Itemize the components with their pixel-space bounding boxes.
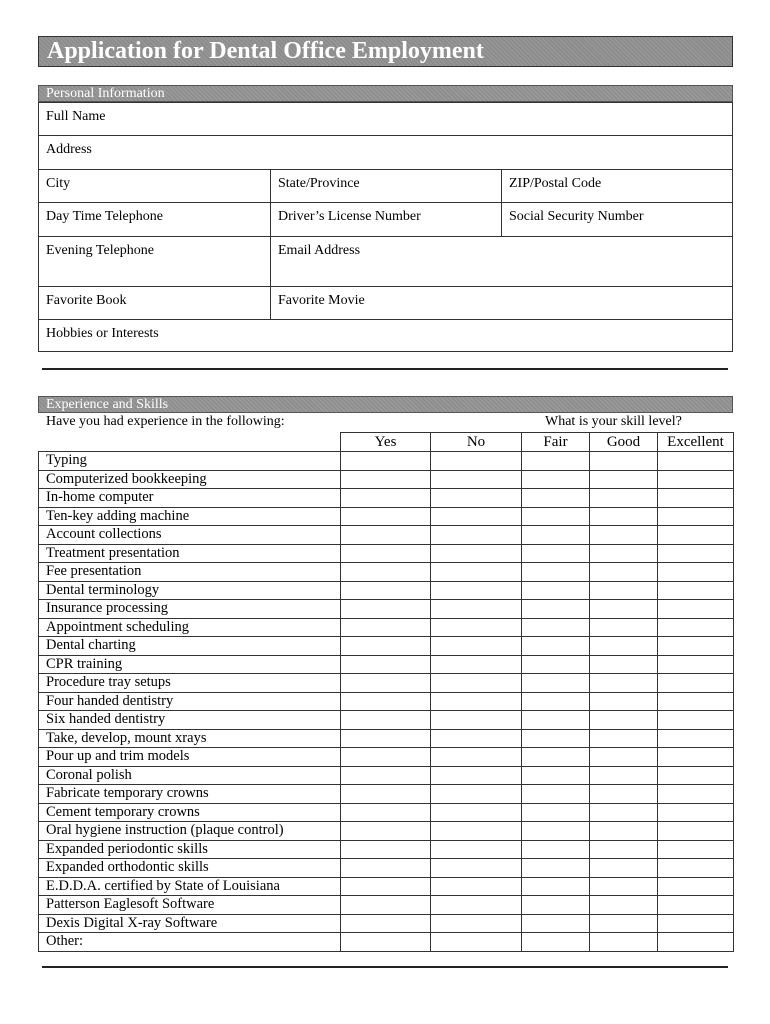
skill-label: Cement temporary crowns	[39, 803, 341, 822]
good-checkbox-cell[interactable]	[590, 489, 658, 508]
skill-label: Fee presentation	[39, 563, 341, 582]
yes-checkbox-cell[interactable]	[341, 896, 431, 915]
yes-checkbox-cell[interactable]	[341, 785, 431, 804]
skill-label: Account collections	[39, 526, 341, 545]
no-checkbox-cell[interactable]	[431, 489, 522, 508]
yes-checkbox-cell[interactable]	[341, 933, 431, 952]
no-checkbox-cell[interactable]	[431, 452, 522, 471]
table-row	[39, 581, 734, 600]
skill-label: Fabricate temporary crowns	[39, 785, 341, 804]
table-row	[39, 748, 734, 767]
excellent-checkbox-cell[interactable]	[658, 748, 734, 767]
experience-header: Experience and Skills	[38, 396, 733, 413]
no-checkbox-cell[interactable]	[431, 544, 522, 563]
fair-checkbox-cell[interactable]	[522, 618, 590, 637]
yes-checkbox-cell[interactable]	[341, 581, 431, 600]
no-checkbox-cell[interactable]	[431, 526, 522, 545]
good-column-header: Good	[590, 433, 658, 452]
yes-checkbox-cell[interactable]	[341, 859, 431, 878]
table-row	[39, 711, 734, 730]
skill-label: E.D.D.A. certified by State of Louisiana	[39, 877, 341, 896]
no-checkbox-cell[interactable]	[431, 859, 522, 878]
no-checkbox-cell[interactable]	[431, 933, 522, 952]
skill-label: Coronal polish	[39, 766, 341, 785]
excellent-checkbox-cell[interactable]	[658, 896, 734, 915]
no-checkbox-cell[interactable]	[431, 655, 522, 674]
excellent-checkbox-cell[interactable]	[658, 489, 734, 508]
fair-checkbox-cell[interactable]	[522, 637, 590, 656]
yes-checkbox-cell[interactable]	[341, 822, 431, 841]
fair-checkbox-cell[interactable]	[522, 729, 590, 748]
no-checkbox-cell[interactable]	[431, 507, 522, 526]
section-divider	[42, 368, 728, 370]
skill-label: Treatment presentation	[39, 544, 341, 563]
table-row	[39, 544, 734, 563]
good-checkbox-cell[interactable]	[590, 859, 658, 878]
table-row	[39, 655, 734, 674]
no-checkbox-cell[interactable]	[431, 840, 522, 859]
good-checkbox-cell[interactable]	[590, 748, 658, 767]
table-row	[39, 507, 734, 526]
yes-checkbox-cell[interactable]	[341, 489, 431, 508]
skill-label: Dexis Digital X-ray Software	[39, 914, 341, 933]
yes-checkbox-cell[interactable]	[341, 692, 431, 711]
good-checkbox-cell[interactable]	[590, 822, 658, 841]
table-row	[39, 600, 734, 619]
excellent-checkbox-cell[interactable]	[658, 581, 734, 600]
skill-label: In-home computer	[39, 489, 341, 508]
no-checkbox-cell[interactable]	[431, 637, 522, 656]
yes-checkbox-cell[interactable]	[341, 914, 431, 933]
excellent-checkbox-cell[interactable]	[658, 785, 734, 804]
skill-label: Other:	[39, 933, 341, 952]
table-row	[39, 896, 734, 915]
fair-checkbox-cell[interactable]	[522, 526, 590, 545]
good-checkbox-cell[interactable]	[590, 896, 658, 915]
personal-info-header: Personal Information	[38, 85, 733, 102]
no-checkbox-cell[interactable]	[431, 877, 522, 896]
yes-checkbox-cell[interactable]	[341, 748, 431, 767]
fair-checkbox-cell[interactable]	[522, 711, 590, 730]
fair-checkbox-cell[interactable]	[522, 600, 590, 619]
good-checkbox-cell[interactable]	[590, 785, 658, 804]
no-checkbox-cell[interactable]	[431, 711, 522, 730]
zip-field[interactable]: ZIP/Postal Code	[502, 170, 732, 203]
excellent-checkbox-cell[interactable]	[658, 877, 734, 896]
skill-label: Pour up and trim models	[39, 748, 341, 767]
skill-label: Dental terminology	[39, 581, 341, 600]
good-checkbox-cell[interactable]	[590, 655, 658, 674]
no-checkbox-cell[interactable]	[431, 674, 522, 693]
yes-checkbox-cell[interactable]	[341, 729, 431, 748]
no-checkbox-cell[interactable]	[431, 785, 522, 804]
fair-checkbox-cell[interactable]	[522, 896, 590, 915]
excellent-checkbox-cell[interactable]	[658, 729, 734, 748]
yes-checkbox-cell[interactable]	[341, 526, 431, 545]
yes-checkbox-cell[interactable]	[341, 507, 431, 526]
yes-checkbox-cell[interactable]	[341, 674, 431, 693]
yes-checkbox-cell[interactable]	[341, 618, 431, 637]
personal-info-section	[38, 102, 733, 352]
fair-checkbox-cell[interactable]	[522, 914, 590, 933]
no-checkbox-cell[interactable]	[431, 822, 522, 841]
skill-level-question: What is your skill level?	[545, 414, 682, 429]
yes-checkbox-cell[interactable]	[341, 544, 431, 563]
table-row	[39, 840, 734, 859]
good-checkbox-cell[interactable]	[590, 933, 658, 952]
skill-label: Six handed dentistry	[39, 711, 341, 730]
table-row	[39, 563, 734, 582]
skill-label: Take, develop, mount xrays	[39, 729, 341, 748]
skill-label: CPR training	[39, 655, 341, 674]
excellent-checkbox-cell[interactable]	[658, 655, 734, 674]
skill-label: Expanded orthodontic skills	[39, 859, 341, 878]
excellent-checkbox-cell[interactable]	[658, 507, 734, 526]
no-column-header: No	[431, 433, 522, 452]
excellent-checkbox-cell[interactable]	[658, 692, 734, 711]
table-row	[39, 692, 734, 711]
license-field[interactable]: Driver’s License Number	[271, 203, 502, 237]
no-checkbox-cell[interactable]	[431, 914, 522, 933]
table-row	[39, 859, 734, 878]
table-row	[39, 729, 734, 748]
fair-checkbox-cell[interactable]	[522, 470, 590, 489]
good-checkbox-cell[interactable]	[590, 766, 658, 785]
excellent-checkbox-cell[interactable]	[658, 840, 734, 859]
yes-checkbox-cell[interactable]	[341, 655, 431, 674]
no-checkbox-cell[interactable]	[431, 729, 522, 748]
fair-checkbox-cell[interactable]	[522, 840, 590, 859]
excellent-checkbox-cell[interactable]	[658, 600, 734, 619]
table-row	[39, 618, 734, 637]
good-checkbox-cell[interactable]	[590, 618, 658, 637]
excellent-checkbox-cell[interactable]	[658, 452, 734, 471]
skill-label: Computerized bookkeeping	[39, 470, 341, 489]
skill-label: Appointment scheduling	[39, 618, 341, 637]
full-name-field[interactable]: Full Name	[39, 103, 732, 136]
fair-checkbox-cell[interactable]	[522, 748, 590, 767]
good-checkbox-cell[interactable]	[590, 507, 658, 526]
no-checkbox-cell[interactable]	[431, 692, 522, 711]
table-row	[39, 470, 734, 489]
table-row	[39, 933, 734, 952]
table-row	[39, 803, 734, 822]
page-title: Application for Dental Office Employment	[38, 36, 733, 67]
excellent-checkbox-cell[interactable]	[658, 618, 734, 637]
fair-checkbox-cell[interactable]	[522, 692, 590, 711]
no-checkbox-cell[interactable]	[431, 600, 522, 619]
yes-checkbox-cell[interactable]	[341, 766, 431, 785]
no-checkbox-cell[interactable]	[431, 563, 522, 582]
good-checkbox-cell[interactable]	[590, 563, 658, 582]
yes-checkbox-cell[interactable]	[341, 563, 431, 582]
excellent-checkbox-cell[interactable]	[658, 674, 734, 693]
no-checkbox-cell[interactable]	[431, 803, 522, 822]
skill-label: Oral hygiene instruction (plaque control)	[39, 822, 341, 841]
fair-checkbox-cell[interactable]	[522, 452, 590, 471]
good-checkbox-cell[interactable]	[590, 470, 658, 489]
excellent-checkbox-cell[interactable]	[658, 859, 734, 878]
excellent-checkbox-cell[interactable]	[658, 637, 734, 656]
table-row	[39, 637, 734, 656]
day-phone-field[interactable]: Day Time Telephone	[39, 203, 271, 237]
skill-label: Insurance processing	[39, 600, 341, 619]
fair-checkbox-cell[interactable]	[522, 674, 590, 693]
table-row	[39, 914, 734, 933]
good-checkbox-cell[interactable]	[590, 877, 658, 896]
table-row	[39, 822, 734, 841]
good-checkbox-cell[interactable]	[590, 914, 658, 933]
fair-checkbox-cell[interactable]	[522, 933, 590, 952]
excellent-checkbox-cell[interactable]	[658, 803, 734, 822]
table-row	[39, 452, 734, 471]
good-checkbox-cell[interactable]	[590, 803, 658, 822]
excellent-checkbox-cell[interactable]	[658, 470, 734, 489]
table-row	[39, 877, 734, 896]
good-checkbox-cell[interactable]	[590, 711, 658, 730]
skills-table	[38, 432, 734, 952]
excellent-checkbox-cell[interactable]	[658, 766, 734, 785]
fair-checkbox-cell[interactable]	[522, 785, 590, 804]
table-row	[39, 766, 734, 785]
fair-checkbox-cell[interactable]	[522, 766, 590, 785]
skill-label: Ten-key adding machine	[39, 507, 341, 526]
favorite-book-field[interactable]: Favorite Book	[39, 287, 271, 320]
experience-question: Have you had experience in the following:	[46, 414, 285, 429]
no-checkbox-cell[interactable]	[431, 470, 522, 489]
fair-column-header: Fair	[522, 433, 590, 452]
excellent-checkbox-cell[interactable]	[658, 711, 734, 730]
city-field[interactable]: City	[39, 170, 271, 203]
skill-column-header	[39, 433, 341, 452]
excellent-checkbox-cell[interactable]	[658, 914, 734, 933]
no-checkbox-cell[interactable]	[431, 581, 522, 600]
state-field[interactable]: State/Province	[271, 170, 502, 203]
fair-checkbox-cell[interactable]	[522, 489, 590, 508]
ssn-field[interactable]: Social Security Number	[502, 203, 732, 237]
table-row	[39, 674, 734, 693]
good-checkbox-cell[interactable]	[590, 581, 658, 600]
fair-checkbox-cell[interactable]	[522, 507, 590, 526]
good-checkbox-cell[interactable]	[590, 452, 658, 471]
good-checkbox-cell[interactable]	[590, 637, 658, 656]
table-row	[39, 785, 734, 804]
no-checkbox-cell[interactable]	[431, 618, 522, 637]
yes-column-header: Yes	[341, 433, 431, 452]
skill-label: Four handed dentistry	[39, 692, 341, 711]
skill-label: Dental charting	[39, 637, 341, 656]
yes-checkbox-cell[interactable]	[341, 840, 431, 859]
skill-label: Expanded periodontic skills	[39, 840, 341, 859]
yes-checkbox-cell[interactable]	[341, 877, 431, 896]
fair-checkbox-cell[interactable]	[522, 822, 590, 841]
good-checkbox-cell[interactable]	[590, 600, 658, 619]
fair-checkbox-cell[interactable]	[522, 803, 590, 822]
excellent-checkbox-cell[interactable]	[658, 544, 734, 563]
yes-checkbox-cell[interactable]	[341, 600, 431, 619]
table-row	[39, 489, 734, 508]
skill-label: Procedure tray setups	[39, 674, 341, 693]
yes-checkbox-cell[interactable]	[341, 452, 431, 471]
no-checkbox-cell[interactable]	[431, 766, 522, 785]
skill-label: Patterson Eaglesoft Software	[39, 896, 341, 915]
yes-checkbox-cell[interactable]	[341, 637, 431, 656]
good-checkbox-cell[interactable]	[590, 692, 658, 711]
skill-label: Typing	[39, 452, 341, 471]
address-field[interactable]: Address	[39, 136, 732, 170]
good-checkbox-cell[interactable]	[590, 729, 658, 748]
yes-checkbox-cell[interactable]	[341, 803, 431, 822]
fair-checkbox-cell[interactable]	[522, 655, 590, 674]
excellent-checkbox-cell[interactable]	[658, 526, 734, 545]
fair-checkbox-cell[interactable]	[522, 563, 590, 582]
no-checkbox-cell[interactable]	[431, 896, 522, 915]
good-checkbox-cell[interactable]	[590, 674, 658, 693]
table-row	[39, 526, 734, 545]
good-checkbox-cell[interactable]	[590, 544, 658, 563]
excellent-checkbox-cell[interactable]	[658, 933, 734, 952]
excellent-checkbox-cell[interactable]	[658, 563, 734, 582]
excellent-column-header: Excellent	[658, 433, 734, 452]
fair-checkbox-cell[interactable]	[522, 544, 590, 563]
no-checkbox-cell[interactable]	[431, 748, 522, 767]
favorite-movie-field[interactable]: Favorite Movie	[271, 287, 732, 320]
fair-checkbox-cell[interactable]	[522, 877, 590, 896]
good-checkbox-cell[interactable]	[590, 840, 658, 859]
section-divider	[42, 966, 728, 968]
yes-checkbox-cell[interactable]	[341, 470, 431, 489]
fair-checkbox-cell[interactable]	[522, 581, 590, 600]
yes-checkbox-cell[interactable]	[341, 711, 431, 730]
evening-phone-field[interactable]: Evening Telephone	[39, 237, 271, 287]
fair-checkbox-cell[interactable]	[522, 859, 590, 878]
email-field[interactable]: Email Address	[271, 237, 732, 287]
good-checkbox-cell[interactable]	[590, 526, 658, 545]
hobbies-field[interactable]: Hobbies or Interests	[46, 326, 159, 341]
excellent-checkbox-cell[interactable]	[658, 822, 734, 841]
